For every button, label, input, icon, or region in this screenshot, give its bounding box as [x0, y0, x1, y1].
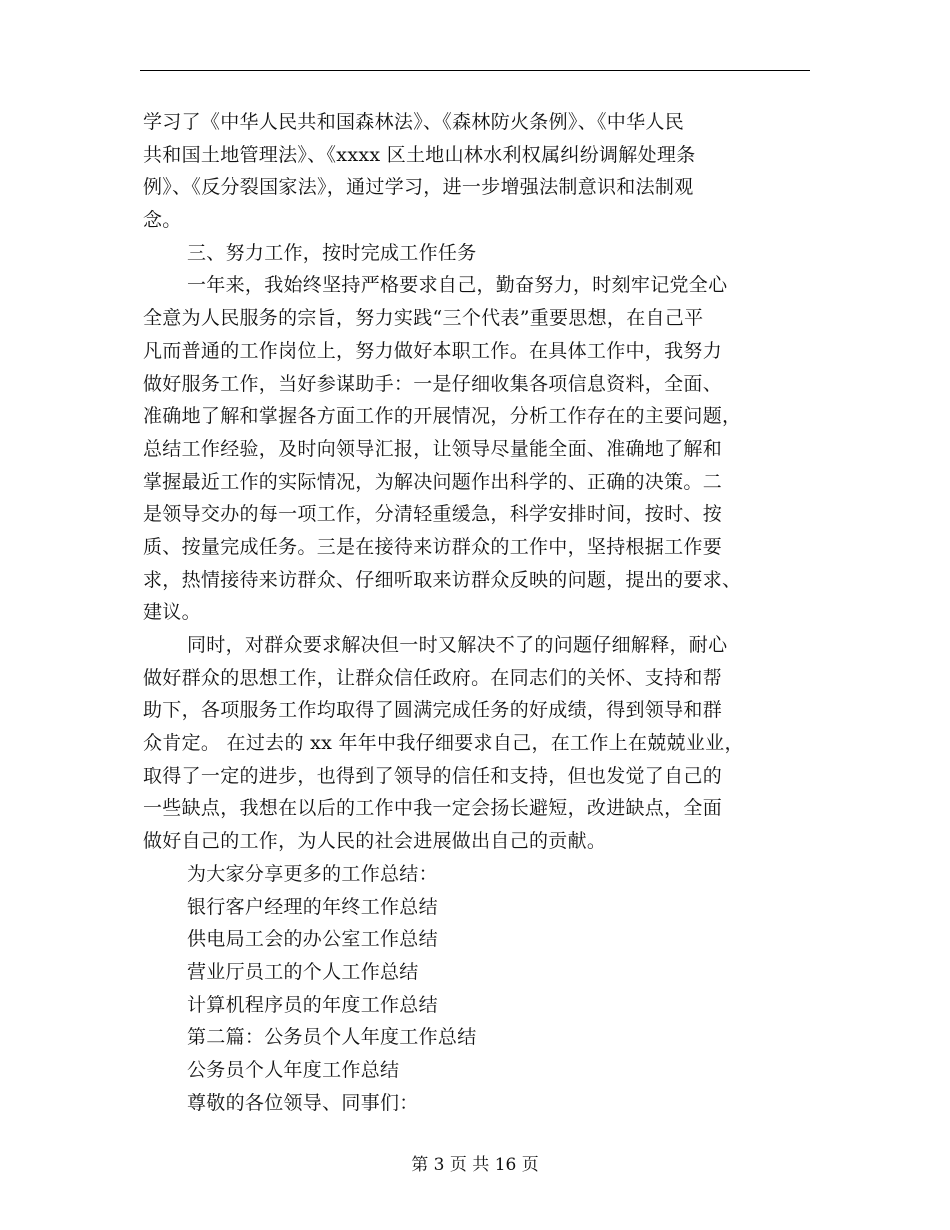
body-line: 是领导交办的每一项工作，分清轻重缓急，科学安排时间，按时、按	[143, 503, 723, 526]
body-line: 一年来，我始终坚持严格要求自己，勤奋努力，时刻牢记党全心	[187, 274, 728, 297]
body-line: 凡而普通的工作岗位上，努力做好本职工作。在具体工作中，我努力	[143, 339, 723, 362]
body-line: 取得了一定的进步，也得到了领导的信任和支持，但也发觉了自己的	[143, 764, 723, 787]
document-title: 公务员个人年度工作总结	[187, 1058, 400, 1081]
chapter-heading: 第二篇：公务员个人年度工作总结	[187, 1026, 477, 1049]
body-line: 准确地了解和掌握各方面工作的开展情况，分析工作存在的主要问题，	[143, 405, 742, 428]
body-line: 例》、《反分裂国家法》，通过学习，进一步增强法制意识和法制观	[143, 176, 694, 199]
body-line: 全意为人民服务的宗旨，努力实践“三个代表”重要思想，在自己平	[143, 307, 704, 330]
page-footer: 第 3 页 共 16 页	[411, 1155, 539, 1175]
body-line: 共和国土地管理法》、《xxxx 区土地山林水利权属纠纷调解处理条	[143, 143, 696, 166]
section-heading: 三、努力工作，按时完成工作任务	[187, 241, 477, 264]
body-line: 助下，各项服务工作均取得了圆满完成任务的好成绩，得到领导和群	[143, 699, 723, 722]
body-line: 一些缺点，我想在以后的工作中我一定会扬长避短，改进缺点，全面	[143, 797, 723, 820]
body-line: 建议。	[143, 601, 201, 624]
body-line: 念。	[143, 209, 182, 232]
related-link-item: 银行客户经理的年终工作总结	[187, 895, 438, 918]
body-line: 掌握最近工作的实际情况，为解决问题作出科学的、正确的决策。二	[143, 470, 723, 493]
header-rule	[140, 70, 810, 71]
body-line: 为大家分享更多的工作总结：	[187, 862, 438, 885]
body-line: 同时，对群众要求解决但一时又解决不了的问题仔细解释，耐心	[187, 634, 728, 656]
body-line: 学习了《中华人民共和国森林法》、《森林防火条例》、《中华人民	[143, 111, 685, 133]
body-line: 求，热情接待来访群众、仔细听取来访群众反映的问题，提出的要求、	[143, 568, 742, 591]
body-line: 做好自己的工作，为人民的社会进展做出自己的贡献。	[143, 830, 607, 853]
body-line: 做好群众的思想工作，让群众信任政府。在同志们的关怀、支持和帮	[143, 666, 723, 689]
body-line: 众肯定。 在过去的 xx 年年中我仔细要求自己，在工作上在兢兢业业，	[143, 732, 744, 755]
body-line: 做好服务工作，当好参谋助手：一是仔细收集各项信息资料，全面、	[143, 372, 723, 395]
salutation: 尊敬的各位领导、同事们：	[187, 1091, 419, 1114]
related-link-item: 计算机程序员的年度工作总结	[187, 993, 438, 1016]
body-line: 总结工作经验，及时向领导汇报，让领导尽量能全面、准确地了解和	[143, 437, 723, 460]
related-link-item: 供电局工会的办公室工作总结	[187, 928, 438, 951]
related-link-item: 营业厅员工的个人工作总结	[187, 960, 419, 983]
body-line: 质、按量完成任务。三是在接待来访群众的工作中，坚持根据工作要	[143, 535, 723, 558]
document-body	[143, 106, 809, 1119]
